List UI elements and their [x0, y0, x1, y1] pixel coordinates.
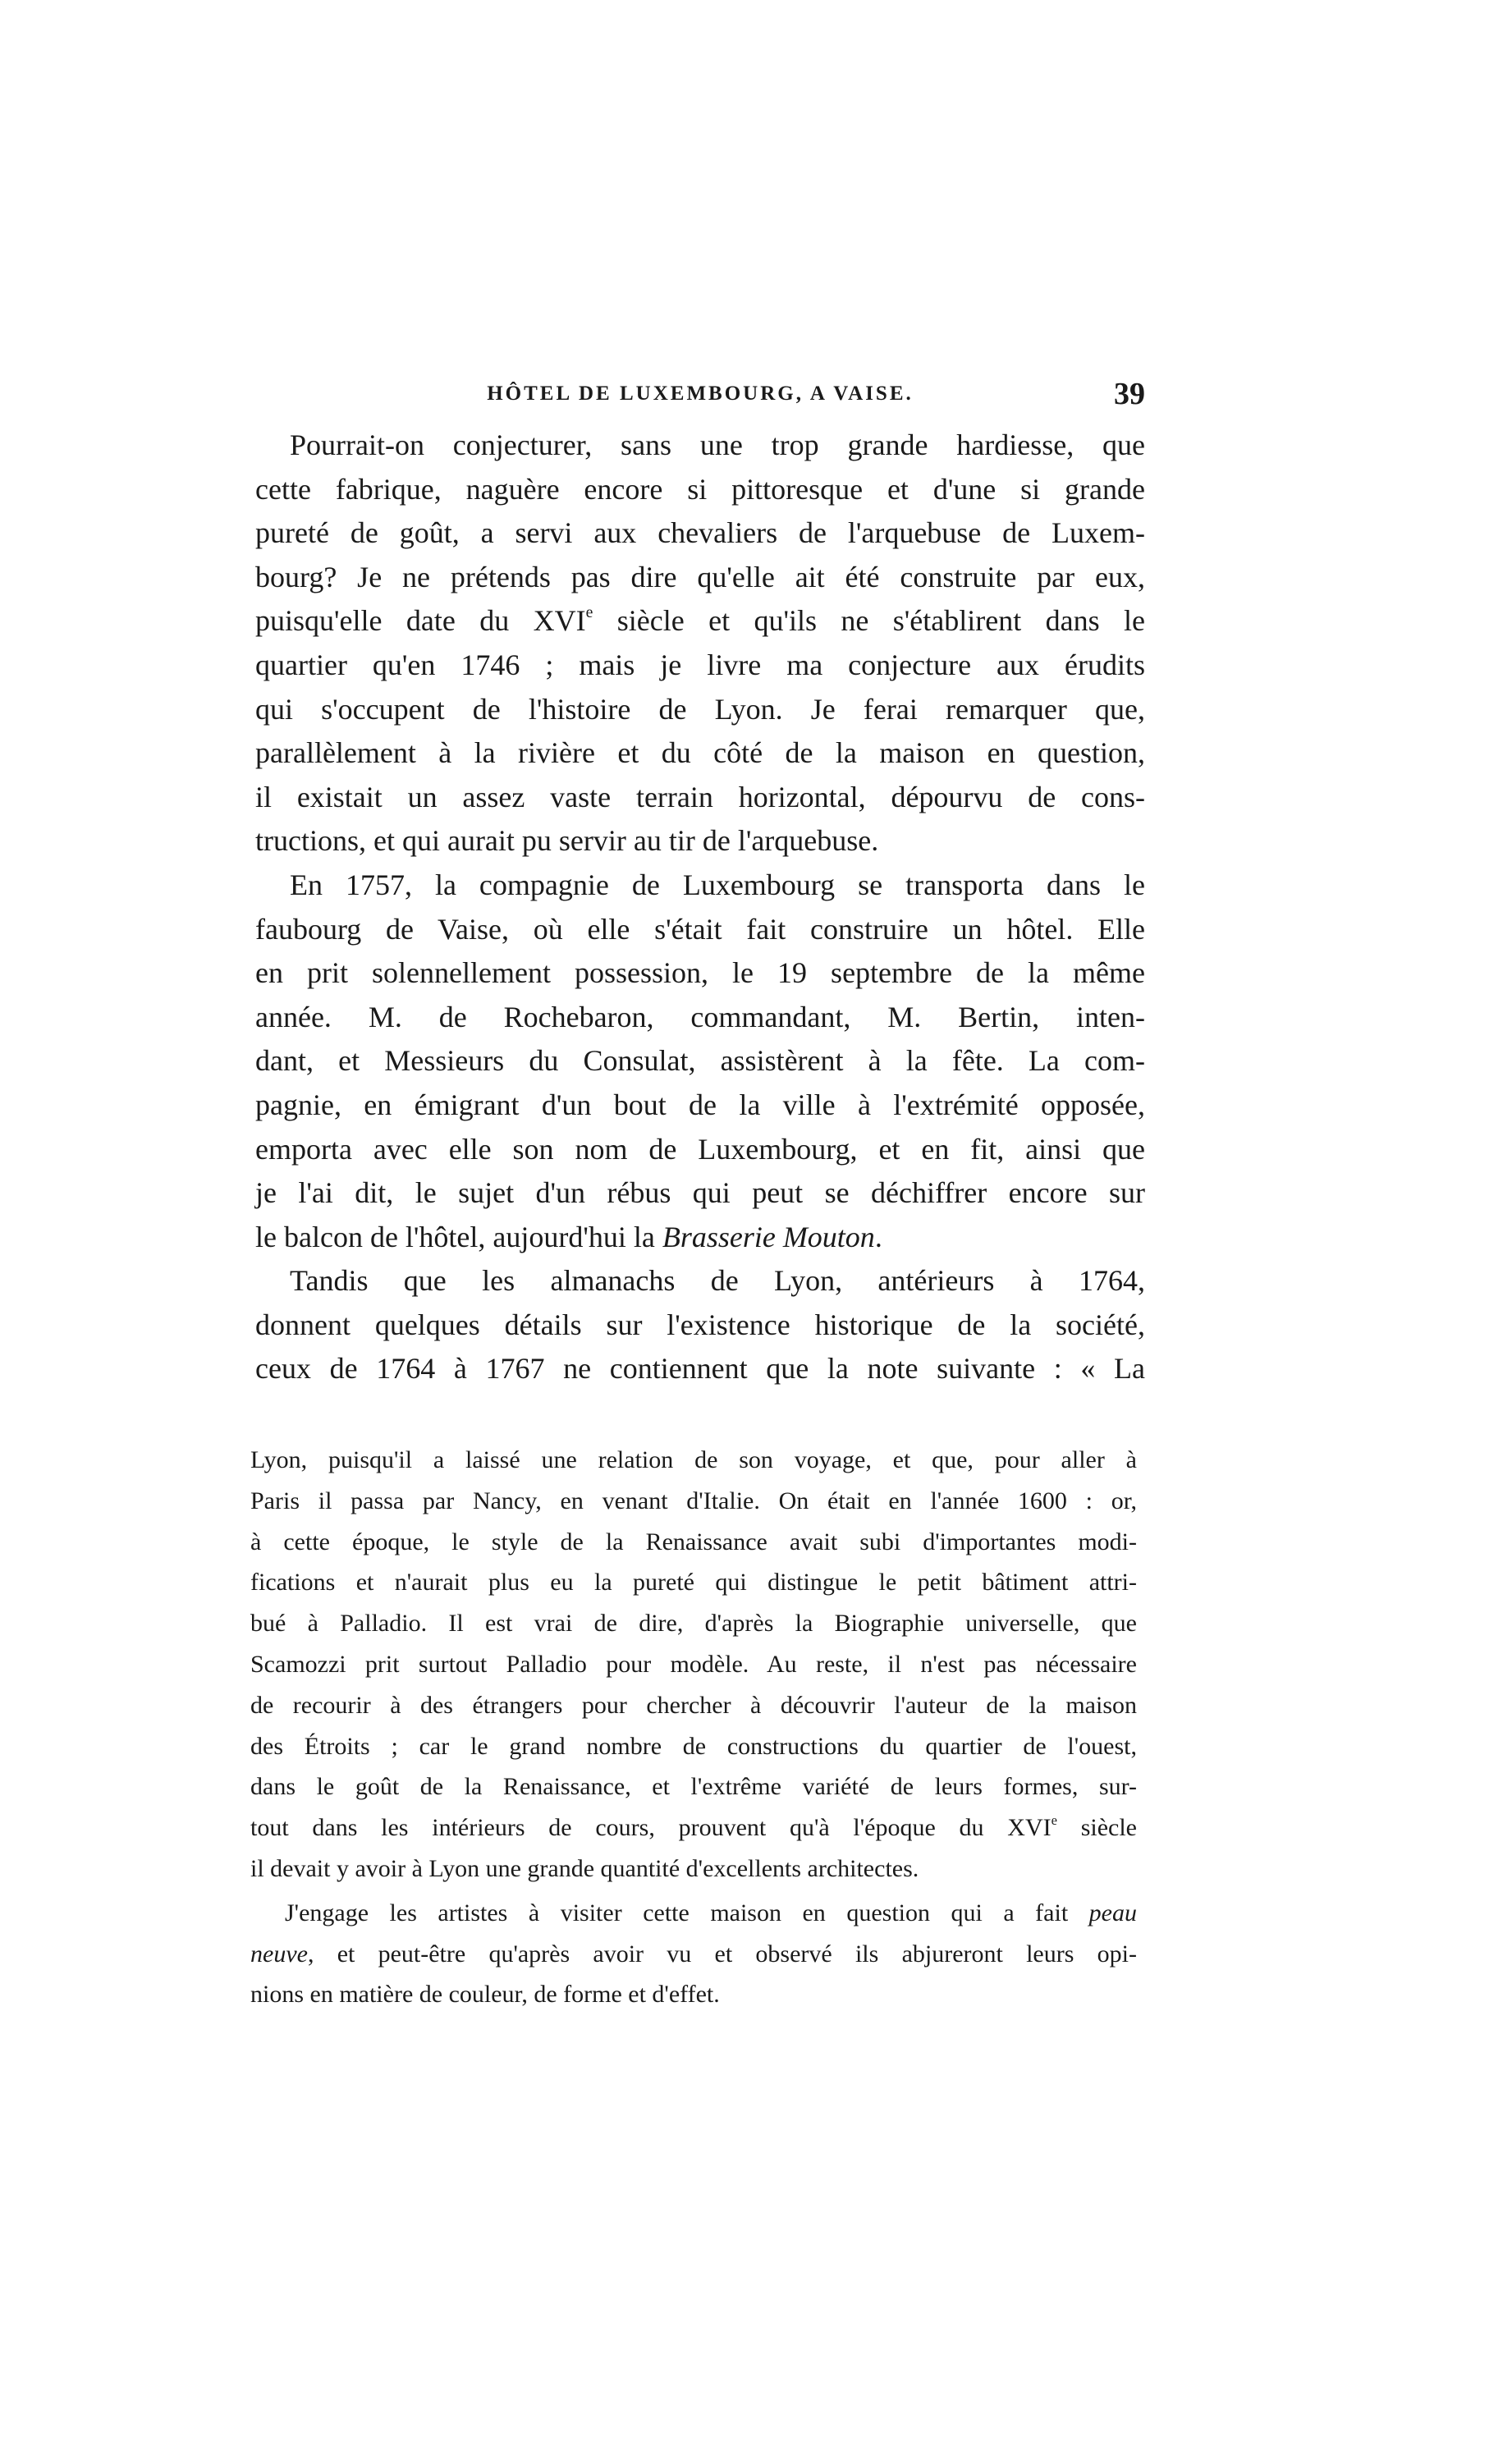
- text-run: faubourg de Vaise, où elle s'était fait construire un hôtel. Elle: [255, 912, 1145, 946]
- italic-text: peau: [1088, 1899, 1137, 1926]
- text-run: emporta avec elle son nom de Luxembourg, et en fit, ainsi que: [255, 1132, 1145, 1166]
- footnote-line: [250, 1644, 1137, 1685]
- body-text: [255, 424, 1145, 1391]
- body-line: [255, 819, 1145, 864]
- text-run: je l'ai dit, le sujet d'un rébus qui peut se déchiffrer encore sur: [255, 1176, 1145, 1210]
- running-header: [255, 376, 1145, 412]
- text-run: de recourir à des étrangers pour chercher à découvrir l'auteur de la maison: [250, 1691, 1137, 1719]
- footnote-line: [250, 1562, 1137, 1603]
- text-run: ceux de 1764 à 1767 ne contiennent que la note suivante : « La: [255, 1352, 1145, 1386]
- body-line: [255, 1216, 1145, 1260]
- text-run: tructions, et qui aurait pu servir au tir de l'arquebuse.: [255, 824, 879, 858]
- footnote-line: [250, 1974, 1137, 2015]
- footnote-line: [250, 1522, 1137, 1563]
- text-run: qui s'occupent de l'histoire de Lyon. Je ferai remarquer que,: [255, 692, 1145, 726]
- text-run: dant, et Messieurs du Consulat, assistèrent à la fête. La com-: [255, 1044, 1145, 1078]
- footnote-line: [250, 1726, 1137, 1767]
- body-line: [255, 556, 1145, 600]
- text-run: bourg? Je ne prétends pas dire qu'elle ait été construite par eux,: [255, 560, 1145, 593]
- text-run: pureté de goût, a servi aux chevaliers de l'arquebuse de Luxem-: [255, 516, 1145, 550]
- body-line: [255, 599, 1145, 644]
- text-run: dans le goût de la Renaissance, et l'extrême variété de leurs formes, sur-: [250, 1773, 1137, 1801]
- body-line: [255, 511, 1145, 556]
- text-run: quartier qu'en 1746 ; mais je livre ma conjecture aux érudits: [255, 648, 1145, 681]
- running-title: HÔTEL DE LUXEMBOURG, A VAISE.: [487, 383, 914, 405]
- text-run: cette fabrique, naguère encore si pittoresque et d'une si grande: [255, 472, 1145, 506]
- body-line: [255, 1083, 1145, 1128]
- text-run: donnent quelques détails sur l'existence historique de la société,: [255, 1308, 1145, 1341]
- text-run: il devait y avoir à Lyon une grande quantité d'excellents architectes.: [250, 1854, 919, 1882]
- text-run: des Étroits ; car le grand nombre de constructions du quartier de l'ouest,: [250, 1732, 1137, 1760]
- superscript: e: [585, 603, 593, 622]
- body-line: [255, 1039, 1145, 1083]
- footnote-line: [250, 1440, 1137, 1481]
- footnote-line: [250, 1481, 1137, 1522]
- body-line: [255, 996, 1145, 1040]
- italic-text: Brasserie Mouton: [662, 1220, 875, 1253]
- body-line: [255, 951, 1145, 996]
- text-run: parallèlement à la rivière et du côté de la maison en question,: [255, 736, 1145, 770]
- text-run: , et peut-être qu'après avoir vu et observé ils abjureront leurs opi-: [307, 1940, 1137, 1968]
- text-run: En 1757, la compagnie de Luxembourg se transporta dans le: [290, 868, 1145, 901]
- text-run: siècle et qu'ils ne s'établirent dans le: [593, 604, 1145, 638]
- text-run: nions en matière de couleur, de forme et d'effet.: [250, 1981, 720, 2009]
- text-run: J'engage les artistes à visiter cette maison en question qui a fait: [285, 1899, 1089, 1926]
- text-run: Scamozzi prit surtout Palladio pour modèle. Au reste, il n'est pas nécessaire: [250, 1650, 1137, 1678]
- body-line: [255, 1128, 1145, 1172]
- text-run: Paris il passa par Nancy, en venant d'Italie. On était en l'année 1600 : or,: [250, 1487, 1137, 1514]
- text-run: tout dans les intérieurs de cours, prouvent qu'à l'époque du XVI: [250, 1814, 1052, 1842]
- text-run: il existait un assez vaste terrain horizontal, dépourvu de cons-: [255, 780, 1145, 813]
- body-line: [255, 908, 1145, 952]
- footnote-line: [250, 1893, 1137, 1934]
- footnote-line: [250, 1934, 1137, 1975]
- text-run: .: [874, 1220, 882, 1253]
- footnote: [250, 1440, 1137, 2015]
- body-line: [255, 776, 1145, 820]
- body-line: [255, 1347, 1145, 1391]
- body-line: [255, 644, 1145, 688]
- footnote-line: [250, 1766, 1137, 1807]
- footnote-line: [250, 1807, 1137, 1849]
- text-run: bué à Palladio. Il est vrai de dire, d'après la Biographie universelle, que: [250, 1610, 1137, 1638]
- body-line: [255, 424, 1145, 468]
- page-number: 39: [1114, 377, 1145, 411]
- text-run: en prit solennellement possession, le 19 septembre de la même: [255, 956, 1145, 990]
- text-run: Pourrait-on conjecturer, sans une trop grande hardiesse, que: [290, 428, 1145, 461]
- text-run: Lyon, puisqu'il a laissé une relation de son voyage, et que, pour aller à: [250, 1446, 1137, 1473]
- body-line: [255, 731, 1145, 776]
- body-line: [255, 1259, 1145, 1303]
- text-run: à cette époque, le style de la Renaissance avait subi d'importantes modi-: [250, 1528, 1137, 1555]
- italic-text: neuve: [250, 1940, 308, 1968]
- body-line: [255, 864, 1145, 908]
- text-run: fications et n'aurait plus eu la pureté qui distingue le petit bâtiment attri-: [250, 1569, 1137, 1597]
- text-run: siècle: [1056, 1814, 1137, 1842]
- body-line: [255, 468, 1145, 512]
- superscript: e: [1051, 1812, 1057, 1828]
- body-line: [255, 1303, 1145, 1348]
- body-line: [255, 1171, 1145, 1216]
- text-run: puisqu'elle date du XVI: [255, 604, 586, 638]
- text-run: le balcon de l'hôtel, aujourd'hui la: [255, 1220, 662, 1253]
- footnote-line: [250, 1849, 1137, 1890]
- footnote-line: [250, 1685, 1137, 1726]
- footnote-line: [250, 1603, 1137, 1644]
- text-run: année. M. de Rochebaron, commandant, M. Bertin, inten-: [255, 1000, 1145, 1033]
- text-run: pagnie, en émigrant d'un bout de la ville à l'extrémité opposée,: [255, 1088, 1145, 1121]
- body-line: [255, 688, 1145, 732]
- text-run: Tandis que les almanachs de Lyon, antérieurs à 1764,: [290, 1264, 1145, 1298]
